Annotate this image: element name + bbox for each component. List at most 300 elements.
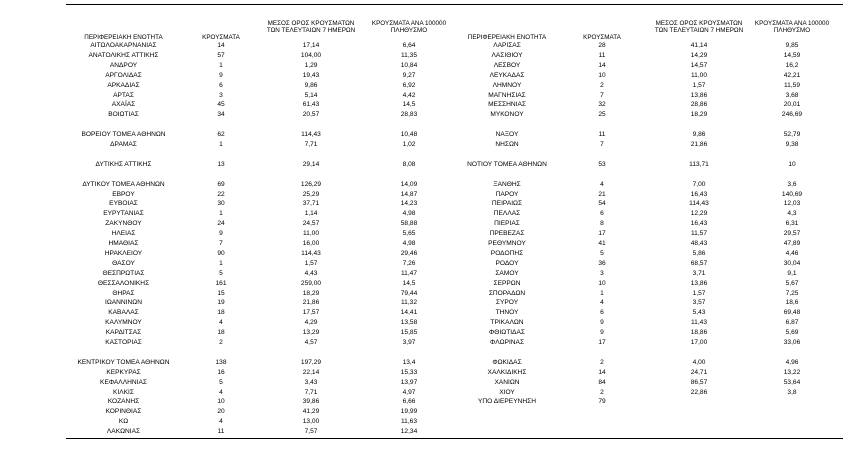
per100k-cell: 18,6	[785, 299, 799, 307]
per100k-cell: 5,65	[402, 230, 416, 238]
cases-cell: 1	[600, 289, 604, 297]
avg-cell: 126,29	[300, 180, 322, 188]
avg-cell: 13,00	[302, 418, 320, 426]
avg-cell: 114,43	[689, 200, 709, 208]
cases-cell: 11	[598, 51, 606, 59]
cases-cell: 1	[219, 210, 223, 218]
region-cell: ΕΥΡΥΤΑΝΙΑΣ	[103, 210, 144, 218]
table-row	[0, 358, 851, 367]
region-cell: ΗΛΕΙΑΣ	[111, 230, 136, 238]
region-cell: ΚΕΝΤΡΙΚΟΥ ΤΟΜΕΑ ΑΘΗΝΩΝ	[77, 358, 170, 366]
per100k-cell: 20,01	[783, 101, 801, 109]
region-cell: ΝΑΞΟΥ	[495, 131, 519, 139]
avg-cell: 20,57	[302, 111, 320, 119]
avg-cell: 68,57	[690, 259, 708, 267]
per100k-cell: 13,22	[783, 368, 801, 376]
avg-cell: 14,57	[690, 61, 708, 69]
region-cell: ΛΗΜΝΟΥ	[492, 81, 522, 89]
avg-cell: 18,29	[302, 289, 320, 297]
avg-cell: 37,71	[302, 200, 320, 208]
cases-cell: 36	[598, 259, 606, 267]
region-cell: ΦΛΩΡΙΝΑΣ	[489, 339, 525, 346]
avg-cell: 25,29	[302, 190, 320, 198]
avg-cell: 1,57	[304, 259, 318, 267]
cases-cell: 16	[217, 368, 225, 376]
table-row	[0, 199, 851, 208]
region-cell: ΛΕΥΚΑΔΑΣ	[489, 71, 525, 79]
table-row	[0, 130, 851, 139]
region-cell: ΠΙΕΡΙΑΣ	[494, 220, 520, 228]
table-row	[0, 289, 851, 298]
per100k-cell: 14,23	[400, 200, 418, 208]
left-header-region: ΠΕΡΙΦΕΡΕΙΑΚΗ ΕΝΟΤΗΤΑ	[84, 34, 163, 41]
region-cell: ΑΝΔΡΟΥ	[109, 61, 138, 69]
region-cell: ΒΟΡΕΙΟΥ ΤΟΜΕΑ ΑΘΗΝΩΝ	[81, 131, 166, 139]
per100k-cell: 4,46	[785, 249, 799, 257]
avg-cell: 28,86	[690, 101, 708, 109]
region-cell: ΔΥΤΙΚΟΥ ΤΟΜΕΑ ΑΘΗΝΩΝ	[82, 180, 165, 188]
per100k-cell: 9,27	[402, 71, 416, 79]
region-cell: ΚΕΡΚΥΡΑΣ	[106, 368, 141, 376]
cases-cell: 4	[219, 388, 223, 396]
per100k-cell: 10,84	[400, 61, 418, 69]
table-row	[0, 41, 851, 50]
per100k-cell: 11,35	[400, 51, 417, 59]
cases-cell: 15	[217, 289, 225, 297]
region-cell: ΕΥΒΟΙΑΣ	[109, 200, 138, 208]
avg-cell: 29,14	[302, 160, 320, 168]
per100k-cell: 11,59	[783, 81, 800, 89]
table-row	[0, 61, 851, 70]
table-row	[0, 318, 851, 327]
cases-cell: 84	[598, 378, 606, 386]
avg-cell: 41,14	[690, 42, 708, 49]
top-rule	[66, 4, 843, 5]
avg-cell: 24,57	[302, 220, 320, 228]
per100k-cell: 13,97	[400, 378, 418, 386]
region-cell: ΚΟΡΙΝΘΙΑΣ	[105, 408, 142, 416]
avg-cell: 86,57	[690, 378, 708, 386]
region-cell: ΘΕΣΣΑΛΟΝΙΚΗΣ	[97, 279, 150, 287]
avg-cell: 39,86	[302, 398, 320, 406]
avg-cell: 14,29	[690, 51, 708, 59]
per100k-cell: 5,67	[785, 279, 799, 287]
avg-cell: 5,43	[692, 309, 706, 317]
cases-cell: 28	[598, 42, 606, 49]
cases-cell: 14	[598, 368, 606, 376]
region-cell: ΚΑΒΑΛΑΣ	[108, 309, 139, 317]
per100k-cell: 6,87	[785, 319, 799, 327]
avg-cell: 1,14	[304, 210, 318, 218]
region-cell: ΚΩ	[118, 418, 129, 426]
region-cell: ΥΠΟ ΔΙΕΡΕΥΝΗΣΗ	[478, 398, 536, 406]
cases-cell: 7	[600, 91, 604, 99]
region-cell: ΦΘΙΩΤΙΔΑΣ	[489, 329, 525, 337]
region-cell: ΕΒΡΟΥ	[112, 190, 135, 198]
avg-cell: 41,29	[302, 408, 320, 416]
cases-cell: 57	[217, 51, 225, 59]
avg-cell: 17,57	[302, 309, 320, 317]
table-row	[0, 120, 851, 129]
region-cell: ΘΗΡΑΣ	[112, 289, 135, 297]
table-row	[0, 180, 851, 189]
avg-cell: 113,71	[689, 160, 709, 168]
avg-cell: 12,29	[690, 210, 708, 218]
per100k-cell: 10,48	[400, 131, 418, 139]
region-cell: ΣΕΡΡΩΝ	[493, 279, 521, 287]
region-cell: ΜΑΓΝΗΣΙΑΣ	[488, 91, 526, 99]
per100k-cell: 30,04	[783, 259, 801, 267]
region-cell: ΛΑΣΙΘΙΟΥ	[491, 51, 523, 59]
avg-cell: 16,43	[690, 220, 708, 228]
avg-cell: 13,29	[302, 329, 320, 337]
cases-cell: 3	[600, 269, 604, 277]
per100k-cell: 14,5	[402, 279, 416, 287]
avg-cell: 7,71	[304, 141, 318, 148]
cases-cell: 79	[598, 398, 606, 406]
per100k-cell: 53,64	[783, 378, 801, 386]
cases-cell: 14	[598, 61, 606, 69]
per100k-cell: 3,8	[787, 388, 797, 396]
table-row	[0, 190, 851, 199]
avg-cell: 11,57	[690, 230, 707, 238]
table-row	[0, 269, 851, 278]
avg-cell: 48,43	[690, 240, 708, 247]
cases-cell: 34	[217, 111, 225, 119]
cases-cell: 4	[219, 319, 223, 327]
table-row	[0, 368, 851, 377]
cases-cell: 69	[217, 180, 225, 188]
cases-cell: 2	[600, 81, 604, 89]
cases-cell: 10	[217, 398, 225, 406]
per100k-cell: 11,63	[400, 418, 417, 426]
bottom-rule	[66, 438, 843, 439]
avg-cell: 1,57	[692, 81, 706, 89]
region-cell: ΠΑΡΟΥ	[495, 190, 519, 198]
table-row	[0, 209, 851, 218]
per100k-cell: 33,06	[783, 339, 801, 346]
table-row	[0, 279, 851, 288]
avg-cell: 13,86	[690, 279, 708, 287]
region-cell: ΣΥΡΟΥ	[495, 299, 519, 307]
per100k-cell: 28,83	[400, 111, 418, 119]
table-row	[0, 328, 851, 337]
region-cell: ΘΕΣΠΡΩΤΙΑΣ	[102, 269, 145, 277]
cases-cell: 3	[219, 91, 223, 99]
avg-cell: 4,29	[304, 319, 318, 327]
avg-cell: 5,14	[304, 91, 318, 99]
region-cell: ΑΝΑΤΟΛΙΚΗΣ ΑΤΤΙΚΗΣ	[88, 51, 159, 59]
table-row	[0, 378, 851, 387]
region-cell: ΔΡΑΜΑΣ	[110, 141, 137, 148]
region-cell: ΚΑΡΔΙΤΣΑΣ	[105, 329, 142, 337]
right-header-avg: ΜΕΣΟΣ ΟΡΟΣ ΚΡΟΥΣΜΑΤΩΝ ΤΩΝ ΤΕΛΕΥΤΑΙΩΝ 7 ΗΜΕΡΩΝ	[654, 20, 744, 34]
table-row	[0, 298, 851, 307]
per100k-cell: 19,99	[400, 408, 418, 416]
table-row	[0, 229, 851, 238]
cases-cell: 13	[217, 160, 225, 168]
cases-cell: 10	[598, 279, 606, 287]
avg-cell: 18,86	[690, 329, 708, 337]
region-cell: ΑΙΤΩΛΟΑΚΑΡΝΑΝΙΑΣ	[90, 42, 157, 49]
per100k-cell: 79,44	[400, 289, 418, 297]
avg-cell: 3,57	[692, 299, 706, 307]
avg-cell: 7,00	[692, 180, 706, 188]
table-row	[0, 417, 851, 426]
region-cell: ΗΜΑΘΙΑΣ	[108, 240, 139, 247]
cases-cell: 7	[600, 141, 604, 148]
cases-cell: 45	[217, 101, 225, 109]
region-cell: ΚΑΛΥΜΝΟΥ	[105, 319, 142, 327]
cases-cell: 5	[219, 378, 223, 386]
avg-cell: 1,29	[304, 61, 318, 69]
avg-cell: 4,57	[304, 339, 318, 346]
region-cell: ΚΑΣΤΟΡΙΑΣ	[105, 339, 142, 346]
region-cell: ΚΕΦΑΛΛΗΝΙΑΣ	[100, 378, 147, 386]
per100k-cell: 4,98	[402, 210, 416, 218]
cases-cell: 19	[217, 299, 225, 307]
avg-cell: 9,86	[304, 81, 318, 89]
region-cell: ΑΡΚΑΔΙΑΣ	[107, 81, 140, 89]
per100k-cell: 13,4	[402, 358, 416, 366]
region-cell: ΣΠΟΡΑΔΩΝ	[488, 289, 526, 297]
avg-cell: 16,43	[690, 190, 708, 198]
avg-cell: 16,00	[302, 240, 320, 247]
cases-cell: 54	[598, 200, 606, 208]
avg-cell: 114,43	[301, 249, 321, 257]
per100k-cell: 7,26	[402, 259, 416, 267]
per100k-cell: 10	[788, 160, 796, 168]
cases-cell: 5	[600, 249, 604, 257]
avg-cell: 4,00	[692, 358, 706, 366]
per100k-cell: 14,59	[783, 51, 801, 59]
avg-cell: 13,86	[690, 91, 708, 99]
region-cell: ΘΑΣΟΥ	[112, 259, 135, 267]
right-header-cases: ΚΡΟΥΣΜΑΤΑ	[583, 34, 621, 41]
per100k-cell: 6,64	[402, 42, 416, 49]
per100k-cell: 47,89	[783, 240, 801, 247]
region-cell: ΝΟΤΙΟΥ ΤΟΜΕΑ ΑΘΗΝΩΝ	[467, 160, 547, 168]
table-row	[0, 427, 851, 436]
cases-cell: 41	[598, 240, 606, 247]
table-row	[0, 160, 851, 169]
cases-cell: 18	[217, 309, 225, 317]
cases-cell: 14	[217, 42, 225, 49]
cases-cell: 9	[219, 71, 223, 79]
avg-cell: 19,43	[302, 71, 320, 79]
per100k-cell: 29,46	[400, 249, 418, 257]
per100k-cell: 246,69	[781, 111, 803, 119]
per100k-cell: 3,6	[787, 180, 797, 188]
cases-cell: 11	[217, 428, 225, 436]
table-row	[0, 397, 851, 406]
region-cell: ΠΡΕΒΕΖΑΣ	[489, 230, 525, 238]
avg-cell: 24,71	[690, 368, 708, 376]
avg-cell: 5,86	[692, 249, 706, 257]
cases-cell: 6	[600, 210, 604, 218]
per100k-cell: 52,79	[783, 131, 801, 139]
table-row	[0, 100, 851, 109]
avg-cell: 11,00	[690, 71, 707, 79]
avg-cell: 114,43	[301, 131, 321, 139]
per100k-cell: 4,98	[402, 240, 416, 247]
cases-cell: 10	[598, 71, 606, 79]
region-cell: ΦΩΚΙΔΑΣ	[492, 358, 522, 366]
cases-cell: 8	[600, 220, 604, 228]
avg-cell: 197,29	[300, 358, 322, 366]
region-cell: ΤΗΝΟΥ	[495, 309, 519, 317]
per100k-cell: 58,88	[400, 220, 418, 228]
per100k-cell: 9,85	[785, 42, 799, 49]
per100k-cell: 3,68	[785, 91, 799, 99]
per100k-cell: 14,09	[400, 180, 418, 188]
table-row	[0, 81, 851, 90]
avg-cell: 17,14	[302, 42, 320, 49]
avg-cell: 22,14	[302, 368, 320, 376]
left-header-avg: ΜΕΣΟΣ ΟΡΟΣ ΚΡΟΥΣΜΑΤΩΝ ΤΩΝ ΤΕΛΕΥΤΑΙΩΝ 7 ΗΜΕΡΩΝ	[266, 20, 356, 34]
region-cell: ΚΙΛΚΙΣ	[113, 388, 134, 396]
avg-cell: 7,71	[304, 388, 318, 396]
cases-cell: 6	[219, 81, 223, 89]
region-cell: ΧΙΟΥ	[499, 388, 515, 396]
cases-cell: 9	[600, 329, 604, 337]
right-header-region: ΠΕΡΙΦΕΡΕΙΑΚΗ ΕΝΟΤΗΤΑ	[467, 34, 547, 41]
per100k-cell: 42,21	[783, 71, 801, 79]
table-row	[0, 239, 851, 248]
cases-cell: 17	[598, 230, 606, 238]
cases-cell: 53	[598, 160, 606, 168]
per100k-cell: 4,96	[785, 358, 799, 366]
per100k-cell: 4,42	[402, 91, 416, 99]
avg-cell: 3,71	[692, 269, 706, 277]
region-cell: ΛΑΡΙΣΑΣ	[493, 42, 521, 49]
per100k-cell: 11,47	[400, 269, 417, 277]
per100k-cell: 140,69	[781, 190, 803, 198]
region-cell: ΧΑΛΚΙΔΙΚΗΣ	[487, 368, 527, 376]
avg-cell: 22,86	[690, 388, 708, 396]
region-cell: ΜΕΣΣΗΝΙΑΣ	[488, 101, 526, 109]
table-row	[0, 407, 851, 416]
cases-cell: 22	[217, 190, 225, 198]
cases-cell: 6	[600, 309, 604, 317]
region-cell: ΤΡΙΚΑΛΩΝ	[490, 319, 524, 327]
per100k-cell: 69,48	[783, 309, 801, 317]
avg-cell: 61,43	[302, 101, 320, 109]
cases-cell: 1	[219, 259, 223, 267]
cases-cell: 4	[600, 299, 604, 307]
table-row	[0, 140, 851, 149]
per100k-cell: 14,5	[402, 101, 416, 109]
cases-cell: 32	[598, 101, 606, 109]
per100k-cell: 11,32	[400, 299, 417, 307]
cases-cell: 4	[219, 418, 223, 426]
cases-cell: 9	[219, 230, 223, 238]
per100k-cell: 16,2	[785, 61, 799, 69]
table-row	[0, 91, 851, 100]
avg-cell: 259,00	[300, 279, 322, 287]
per100k-cell: 9,1	[787, 269, 797, 277]
avg-cell: 9,86	[692, 131, 706, 139]
region-cell: ΠΕΙΡΑΙΩΣ	[491, 200, 523, 208]
cases-cell: 21	[598, 190, 606, 198]
region-cell: ΣΑΜΟΥ	[495, 269, 519, 277]
cases-cell: 7	[219, 240, 223, 247]
cases-cell: 138	[215, 358, 227, 366]
avg-cell: 17,00	[690, 339, 708, 346]
table-row	[0, 170, 851, 179]
region-cell: ΧΑΝΙΩΝ	[494, 378, 520, 386]
region-cell: ΞΑΝΘΗΣ	[493, 180, 521, 188]
per100k-cell: 1,02	[402, 141, 416, 148]
region-cell: ΑΡΤΑΣ	[113, 91, 134, 99]
per100k-cell: 15,33	[400, 368, 418, 376]
region-cell: ΝΗΣΩΝ	[495, 141, 519, 148]
avg-cell: 11,43	[690, 319, 707, 327]
cases-cell: 1	[219, 141, 223, 148]
region-cell: ΒΟΙΩΤΙΑΣ	[108, 111, 139, 119]
table-row	[0, 71, 851, 80]
table-row	[0, 249, 851, 258]
avg-cell: 3,43	[304, 378, 318, 386]
region-cell: ΛΑΚΩΝΙΑΣ	[106, 428, 141, 436]
region-cell: ΑΧΑΪΑΣ	[111, 101, 136, 109]
cases-cell: 20	[217, 408, 225, 416]
region-cell: ΡΟΔΟΥ	[495, 259, 519, 267]
avg-cell: 21,86	[302, 299, 320, 307]
cases-cell: 17	[598, 339, 606, 346]
per100k-cell: 12,34	[400, 428, 418, 436]
cases-cell: 2	[600, 388, 604, 396]
region-cell: ΑΡΓΟΛΙΔΑΣ	[105, 71, 142, 79]
region-cell: ΗΡΑΚΛΕΙΟΥ	[104, 249, 143, 257]
avg-cell: 11,00	[302, 230, 319, 238]
avg-cell: 21,86	[690, 141, 708, 148]
table-row	[0, 388, 851, 397]
per100k-cell: 6,92	[402, 81, 416, 89]
avg-cell: 104,00	[300, 51, 322, 59]
table-row	[0, 259, 851, 268]
left-header-per100k: ΚΡΟΥΣΜΑΤΑ ΑΝΑ 100000 ΠΛΗΘΥΣΜΟ	[371, 20, 447, 34]
region-cell: ΔΥΤΙΚΗΣ ΑΤΤΙΚΗΣ	[95, 160, 152, 168]
cases-cell: 25	[598, 111, 606, 119]
table-row	[0, 348, 851, 357]
cases-cell: 62	[217, 131, 225, 139]
per100k-cell: 8,08	[402, 160, 416, 168]
table-row	[0, 308, 851, 317]
per100k-cell: 6,66	[402, 398, 416, 406]
region-cell: ΡΟΔΟΠΗΣ	[490, 249, 524, 257]
cases-cell: 18	[217, 329, 225, 337]
table-row	[0, 150, 851, 159]
per100k-cell: 7,25	[785, 289, 799, 297]
cases-cell: 1	[219, 61, 223, 69]
table-row	[0, 110, 851, 119]
cases-cell: 30	[217, 200, 225, 208]
table-row	[0, 219, 851, 228]
left-header-cases: ΚΡΟΥΣΜΑΤΑ	[202, 34, 240, 41]
region-cell: ΠΕΛΛΑΣ	[493, 210, 521, 218]
cases-cell: 4	[600, 180, 604, 188]
cases-cell: 2	[600, 358, 604, 366]
region-cell: ΛΕΣΒΟΥ	[493, 61, 521, 69]
cases-cell: 90	[217, 249, 225, 257]
cases-cell: 24	[217, 220, 225, 228]
avg-cell: 7,57	[304, 428, 318, 436]
per100k-cell: 13,58	[400, 319, 418, 327]
region-cell: ΙΩΑΝΝΙΝΩΝ	[105, 299, 142, 307]
per100k-cell: 4,3	[787, 210, 797, 218]
per100k-cell: 15,85	[400, 329, 418, 337]
